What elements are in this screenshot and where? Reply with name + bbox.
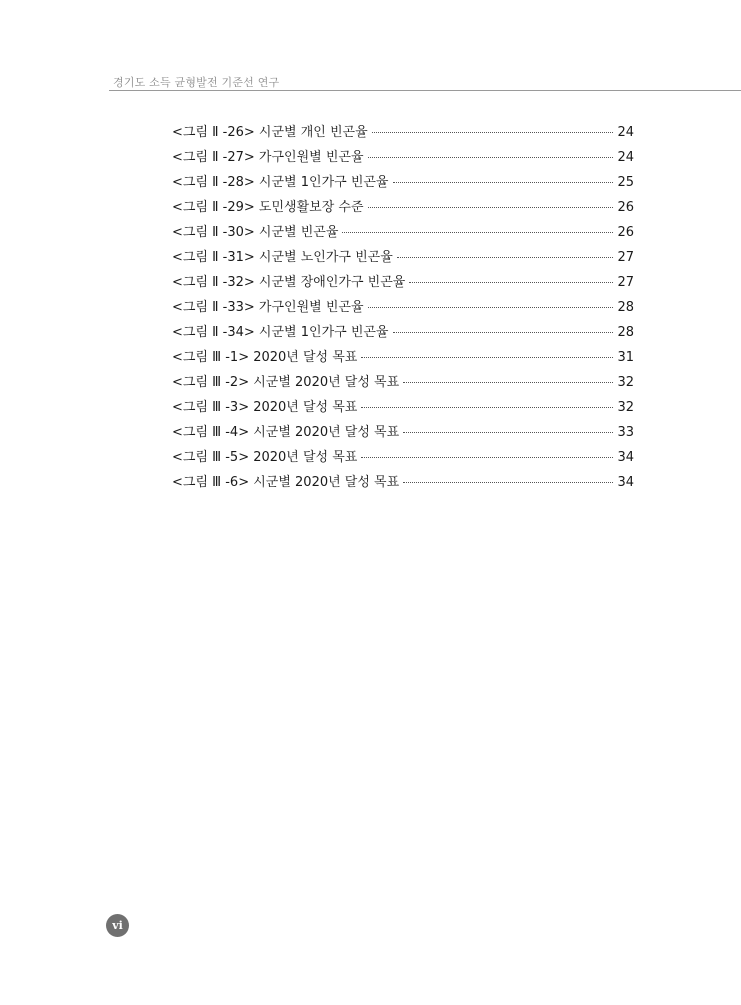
- toc-entry-page: 27: [617, 275, 634, 290]
- toc-dot-leader: [361, 407, 613, 408]
- toc-entry-label: <그림 Ⅱ -34> 시군별 1인가구 빈곤율: [172, 325, 389, 340]
- toc-entry[interactable]: [172, 346, 634, 371]
- header-rule: [109, 90, 741, 91]
- toc-entry-label: <그림 Ⅱ -27> 가구인원별 빈곤율: [172, 150, 364, 165]
- toc-entry[interactable]: [172, 371, 634, 396]
- page-number-badge: vi: [106, 914, 129, 937]
- toc-entry-page: 32: [617, 400, 634, 415]
- toc-entry-page: 28: [617, 300, 634, 315]
- toc-entry-label: <그림 Ⅱ -31> 시군별 노인가구 빈곤율: [172, 250, 393, 265]
- toc-dot-leader: [368, 157, 614, 158]
- toc-entry[interactable]: [172, 271, 634, 296]
- toc-entry-label: <그림 Ⅲ -6> 시군별 2020년 달성 목표: [172, 475, 400, 490]
- figure-list: [172, 121, 634, 496]
- toc-entry-page: 32: [617, 375, 634, 390]
- toc-entry-label: <그림 Ⅱ -28> 시군별 1인가구 빈곤율: [172, 175, 389, 190]
- toc-entry[interactable]: [172, 471, 634, 496]
- toc-entry[interactable]: [172, 321, 634, 346]
- toc-entry[interactable]: [172, 146, 634, 171]
- toc-entry[interactable]: [172, 171, 634, 196]
- toc-entry-page: 26: [617, 200, 634, 215]
- running-header-title: 경기도 소득 균형발전 기준선 연구: [113, 76, 280, 89]
- toc-dot-leader: [342, 232, 613, 233]
- toc-entry-page: 26: [617, 225, 634, 240]
- toc-dot-leader: [403, 432, 613, 433]
- toc-dot-leader: [361, 357, 613, 358]
- toc-entry-label: <그림 Ⅱ -26> 시군별 개인 빈곤율: [172, 125, 368, 140]
- running-header: [109, 71, 741, 93]
- toc-dot-leader: [368, 307, 614, 308]
- toc-dot-leader: [393, 182, 614, 183]
- toc-entry-page: 24: [617, 150, 634, 165]
- toc-dot-leader: [403, 382, 613, 383]
- toc-dot-leader: [403, 482, 613, 483]
- toc-entry-label: <그림 Ⅲ -2> 시군별 2020년 달성 목표: [172, 375, 400, 390]
- toc-entry[interactable]: [172, 196, 634, 221]
- toc-entry[interactable]: [172, 246, 634, 271]
- toc-entry-label: <그림 Ⅱ -29> 도민생활보장 수준: [172, 200, 364, 215]
- toc-entry-label: <그림 Ⅲ -4> 시군별 2020년 달성 목표: [172, 425, 400, 440]
- toc-entry[interactable]: [172, 221, 634, 246]
- toc-entry-label: <그림 Ⅱ -33> 가구인원별 빈곤율: [172, 300, 364, 315]
- toc-entry-page: 31: [617, 350, 634, 365]
- toc-dot-leader: [393, 332, 614, 333]
- toc-entry-page: 24: [617, 125, 634, 140]
- toc-dot-leader: [368, 207, 614, 208]
- toc-entry[interactable]: [172, 421, 634, 446]
- toc-dot-leader: [409, 282, 613, 283]
- toc-entry-page: 34: [617, 450, 634, 465]
- toc-dot-leader: [361, 457, 613, 458]
- toc-entry-label: <그림 Ⅲ -1> 2020년 달성 목표: [172, 350, 358, 365]
- toc-entry-page: 27: [617, 250, 634, 265]
- toc-entry-label: <그림 Ⅱ -32> 시군별 장애인가구 빈곤율: [172, 275, 406, 290]
- toc-entry-page: 33: [617, 425, 634, 440]
- toc-entry[interactable]: [172, 121, 634, 146]
- toc-dot-leader: [372, 132, 614, 133]
- toc-entry-page: 25: [617, 175, 634, 190]
- toc-entry[interactable]: [172, 396, 634, 421]
- toc-entry[interactable]: [172, 296, 634, 321]
- toc-entry-page: 28: [617, 325, 634, 340]
- toc-entry-label: <그림 Ⅲ -3> 2020년 달성 목표: [172, 400, 358, 415]
- toc-dot-leader: [397, 257, 614, 258]
- toc-entry[interactable]: [172, 446, 634, 471]
- toc-entry-label: <그림 Ⅲ -5> 2020년 달성 목표: [172, 450, 358, 465]
- toc-entry-label: <그림 Ⅱ -30> 시군별 빈곤율: [172, 225, 339, 240]
- toc-entry-page: 34: [617, 475, 634, 490]
